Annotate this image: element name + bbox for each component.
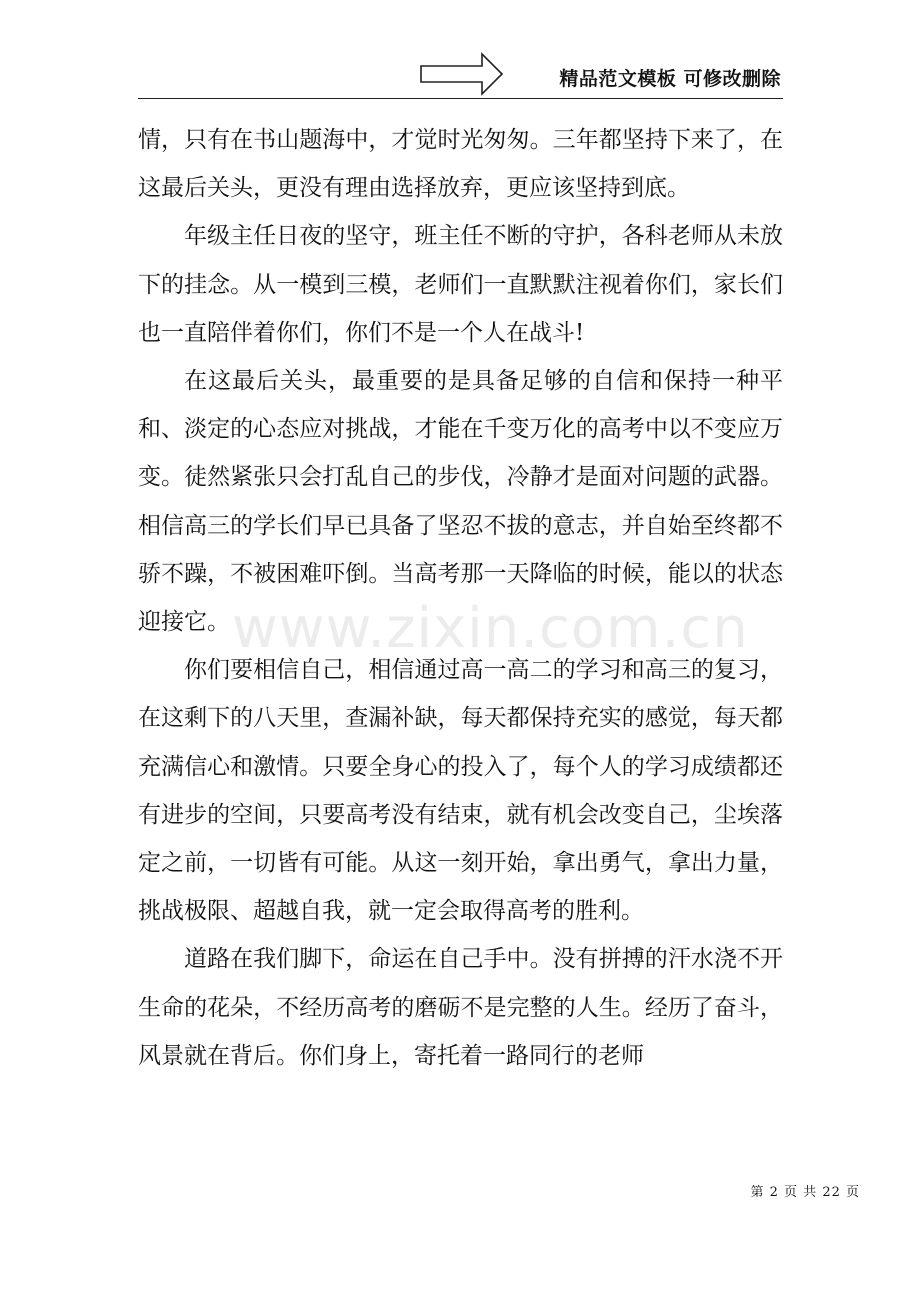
page-header xyxy=(138,50,783,99)
paragraph: 道路在我们脚下，命运在自己手中。没有拼搏的汗水浇不开生命的花朵，不经历高考的磨砺不是完整的人生。经历了奋斗，风景就在背后。你们身上，寄托着一路同行的老师 xyxy=(138,946,783,1069)
paragraph: 年级主任日夜的坚守，班主任不断的守护，各科老师从未放下的挂念。从一模到三模，老师们一直默默注视着你们，家长们也一直陪伴着你们，你们不是一个人在战斗! xyxy=(138,223,783,346)
paragraph: 你们要相信自己，相信通过高一高二的学习和高三的复习，在这剩下的八天里，查漏补缺，每天都保持充实的感觉，每天都充满信心和激情。只要全身心的投入了，每个人的学习成绩都还有进步的空间，只要高考没有结束，就有机会改变自己，尘埃落定之前，一切皆有可能。从这一刻开始，拿出勇气，拿出力量，挑战极限、超越自我，就一定会取得高考的胜利。 xyxy=(138,657,783,925)
watermark: www.zixin.com.cn xyxy=(232,596,749,661)
document-body xyxy=(138,116,783,1080)
header-title: 精品范文模板 可修改删除 xyxy=(559,68,781,90)
right-arrow-icon xyxy=(420,52,504,96)
page-number: 第 2 页 共 22 页 xyxy=(750,1185,860,1200)
paragraph-continued: 情，只有在书山题海中，才觉时光匆匆。三年都坚持下来了，在这最后关头，更没有理由选择放弃，更应该坚持到底。 xyxy=(138,127,783,202)
paragraph: 在这最后关头，最重要的是具备足够的自信和保持一种平和、淡定的心态应对挑战，才能在千变万化的高考中以不变应万变。徒然紧张只会打乱自己的步伐，冷静才是面对问题的武器。相信高三的学长们早已具备了坚忍不拔的意志，并自始至终都不骄不躁，不被困难吓倒。当高考那一天降临的时候，能以的状态迎接它。 xyxy=(138,368,783,636)
